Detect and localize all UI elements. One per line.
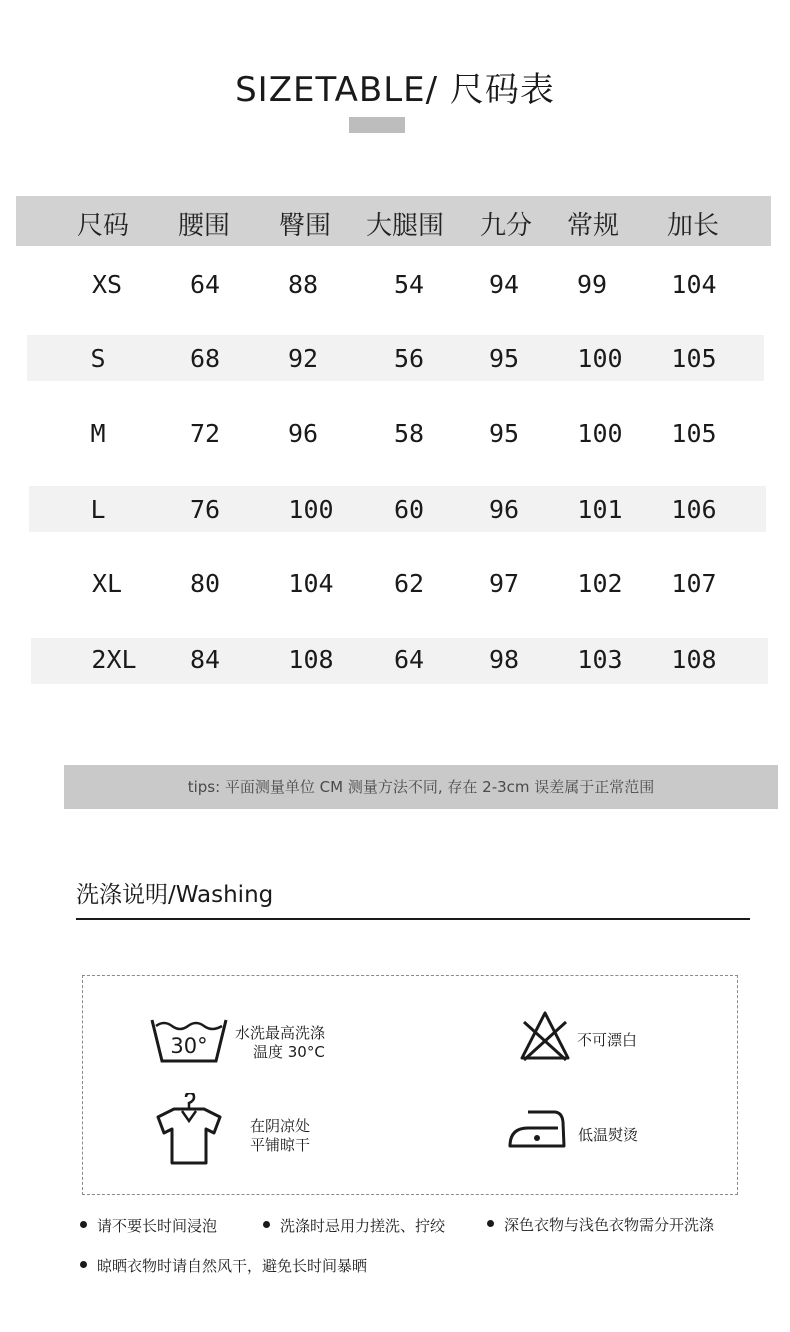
table-cell: 106 [671, 495, 717, 524]
table-cell: 104 [671, 270, 717, 299]
table-cell: 60 [393, 495, 425, 524]
table-cell: 96 [287, 419, 319, 448]
table-cell: 105 [671, 344, 717, 373]
washing-note-text: 洗涤时忌用力搓洗、拧绞 [280, 1217, 446, 1235]
size-table-header [16, 196, 771, 246]
wash-instruction-line2: 温度 30°C [253, 1043, 325, 1061]
bullet-icon [80, 1221, 87, 1228]
table-cell: 103 [577, 645, 623, 674]
washing-section-title: 洗涤说明/Washing [76, 882, 274, 908]
table-row [27, 335, 764, 381]
washing-note [80, 1255, 367, 1276]
table-cell: 108 [288, 645, 334, 674]
table-cell: 100 [288, 495, 334, 524]
dry-instruction-text [250, 1117, 310, 1155]
table-cell: 58 [393, 419, 425, 448]
table-cell: 92 [287, 344, 319, 373]
header-ninth-length: 九分 [479, 211, 533, 241]
table-cell: 80 [189, 569, 221, 598]
bullet-icon [80, 1261, 87, 1268]
washing-note [487, 1214, 714, 1235]
no-bleach-text [577, 1031, 637, 1050]
table-cell: 108 [671, 645, 717, 674]
table-cell: 54 [393, 270, 425, 299]
table-cell: 101 [577, 495, 623, 524]
washing-note-text: 深色衣物与浅色衣物需分开洗涤 [504, 1216, 715, 1234]
dry-instruction-line1: 在阴凉处 [250, 1117, 311, 1135]
svg-text:30°: 30° [170, 1034, 208, 1058]
table-cell: XL [91, 569, 123, 598]
table-cell: 84 [189, 645, 221, 674]
low-iron-text [578, 1126, 638, 1145]
table-cell: 68 [189, 344, 221, 373]
table-cell: 99 [576, 270, 608, 299]
bullet-icon [263, 1221, 270, 1228]
table-cell: 107 [671, 569, 717, 598]
table-cell: 94 [488, 270, 520, 299]
bullet-icon [487, 1220, 494, 1227]
wash-instruction-line1: 水洗最高洗涤 [235, 1024, 326, 1042]
header-thigh: 大腿围 [365, 211, 445, 241]
table-cell: XS [91, 270, 123, 299]
header-hip: 臀围 [278, 211, 332, 241]
low-iron-line1: 低温熨烫 [578, 1126, 639, 1144]
table-cell: 95 [488, 419, 520, 448]
table-cell: 104 [288, 569, 334, 598]
washing-note-text: 晾晒衣物时请自然风干，避免长时间暴晒 [97, 1257, 368, 1275]
header-long-length: 加长 [666, 211, 720, 241]
table-cell: 76 [189, 495, 221, 524]
low-iron-icon [508, 1108, 566, 1154]
table-cell: 98 [488, 645, 520, 674]
table-cell: 100 [577, 419, 623, 448]
wash-30-icon [150, 1016, 228, 1068]
table-cell: 97 [488, 569, 520, 598]
table-cell: 88 [287, 270, 319, 299]
wash-instruction-text [235, 1024, 325, 1062]
measurement-tips: tips: 平面测量单位 CM 测量方法不同, 存在 2-3cm 误差属于正常范围 [64, 765, 778, 809]
table-row [16, 411, 771, 457]
table-cell: 102 [577, 569, 623, 598]
title-underline-bar [349, 117, 405, 133]
table-cell: L [90, 495, 106, 524]
table-row [16, 561, 771, 607]
table-row [16, 262, 771, 308]
table-cell: 64 [189, 270, 221, 299]
page-title: SIZETABLE/ 尺码表 [235, 70, 555, 110]
table-cell: 96 [488, 495, 520, 524]
table-cell: 2XL [91, 645, 137, 674]
table-row [29, 486, 766, 532]
header-waist: 腰围 [177, 211, 231, 241]
table-cell: S [90, 344, 106, 373]
washing-note [80, 1215, 217, 1236]
dry-flat-icon [156, 1093, 222, 1169]
table-cell: 72 [189, 419, 221, 448]
table-cell: 105 [671, 419, 717, 448]
no-bleach-line1: 不可漂白 [577, 1031, 638, 1049]
dry-instruction-line2: 平铺晾干 [250, 1136, 311, 1154]
table-row [31, 638, 768, 684]
no-bleach-icon [519, 1010, 571, 1066]
washing-title-underline [76, 918, 750, 920]
table-cell: 95 [488, 344, 520, 373]
header-size: 尺码 [76, 211, 130, 241]
washing-note [263, 1215, 445, 1236]
table-cell: 64 [393, 645, 425, 674]
washing-note-text: 请不要长时间浸泡 [97, 1217, 218, 1235]
header-regular-length: 常规 [566, 211, 620, 241]
table-cell: 56 [393, 344, 425, 373]
table-cell: 62 [393, 569, 425, 598]
table-cell: M [90, 419, 106, 448]
table-cell: 100 [577, 344, 623, 373]
